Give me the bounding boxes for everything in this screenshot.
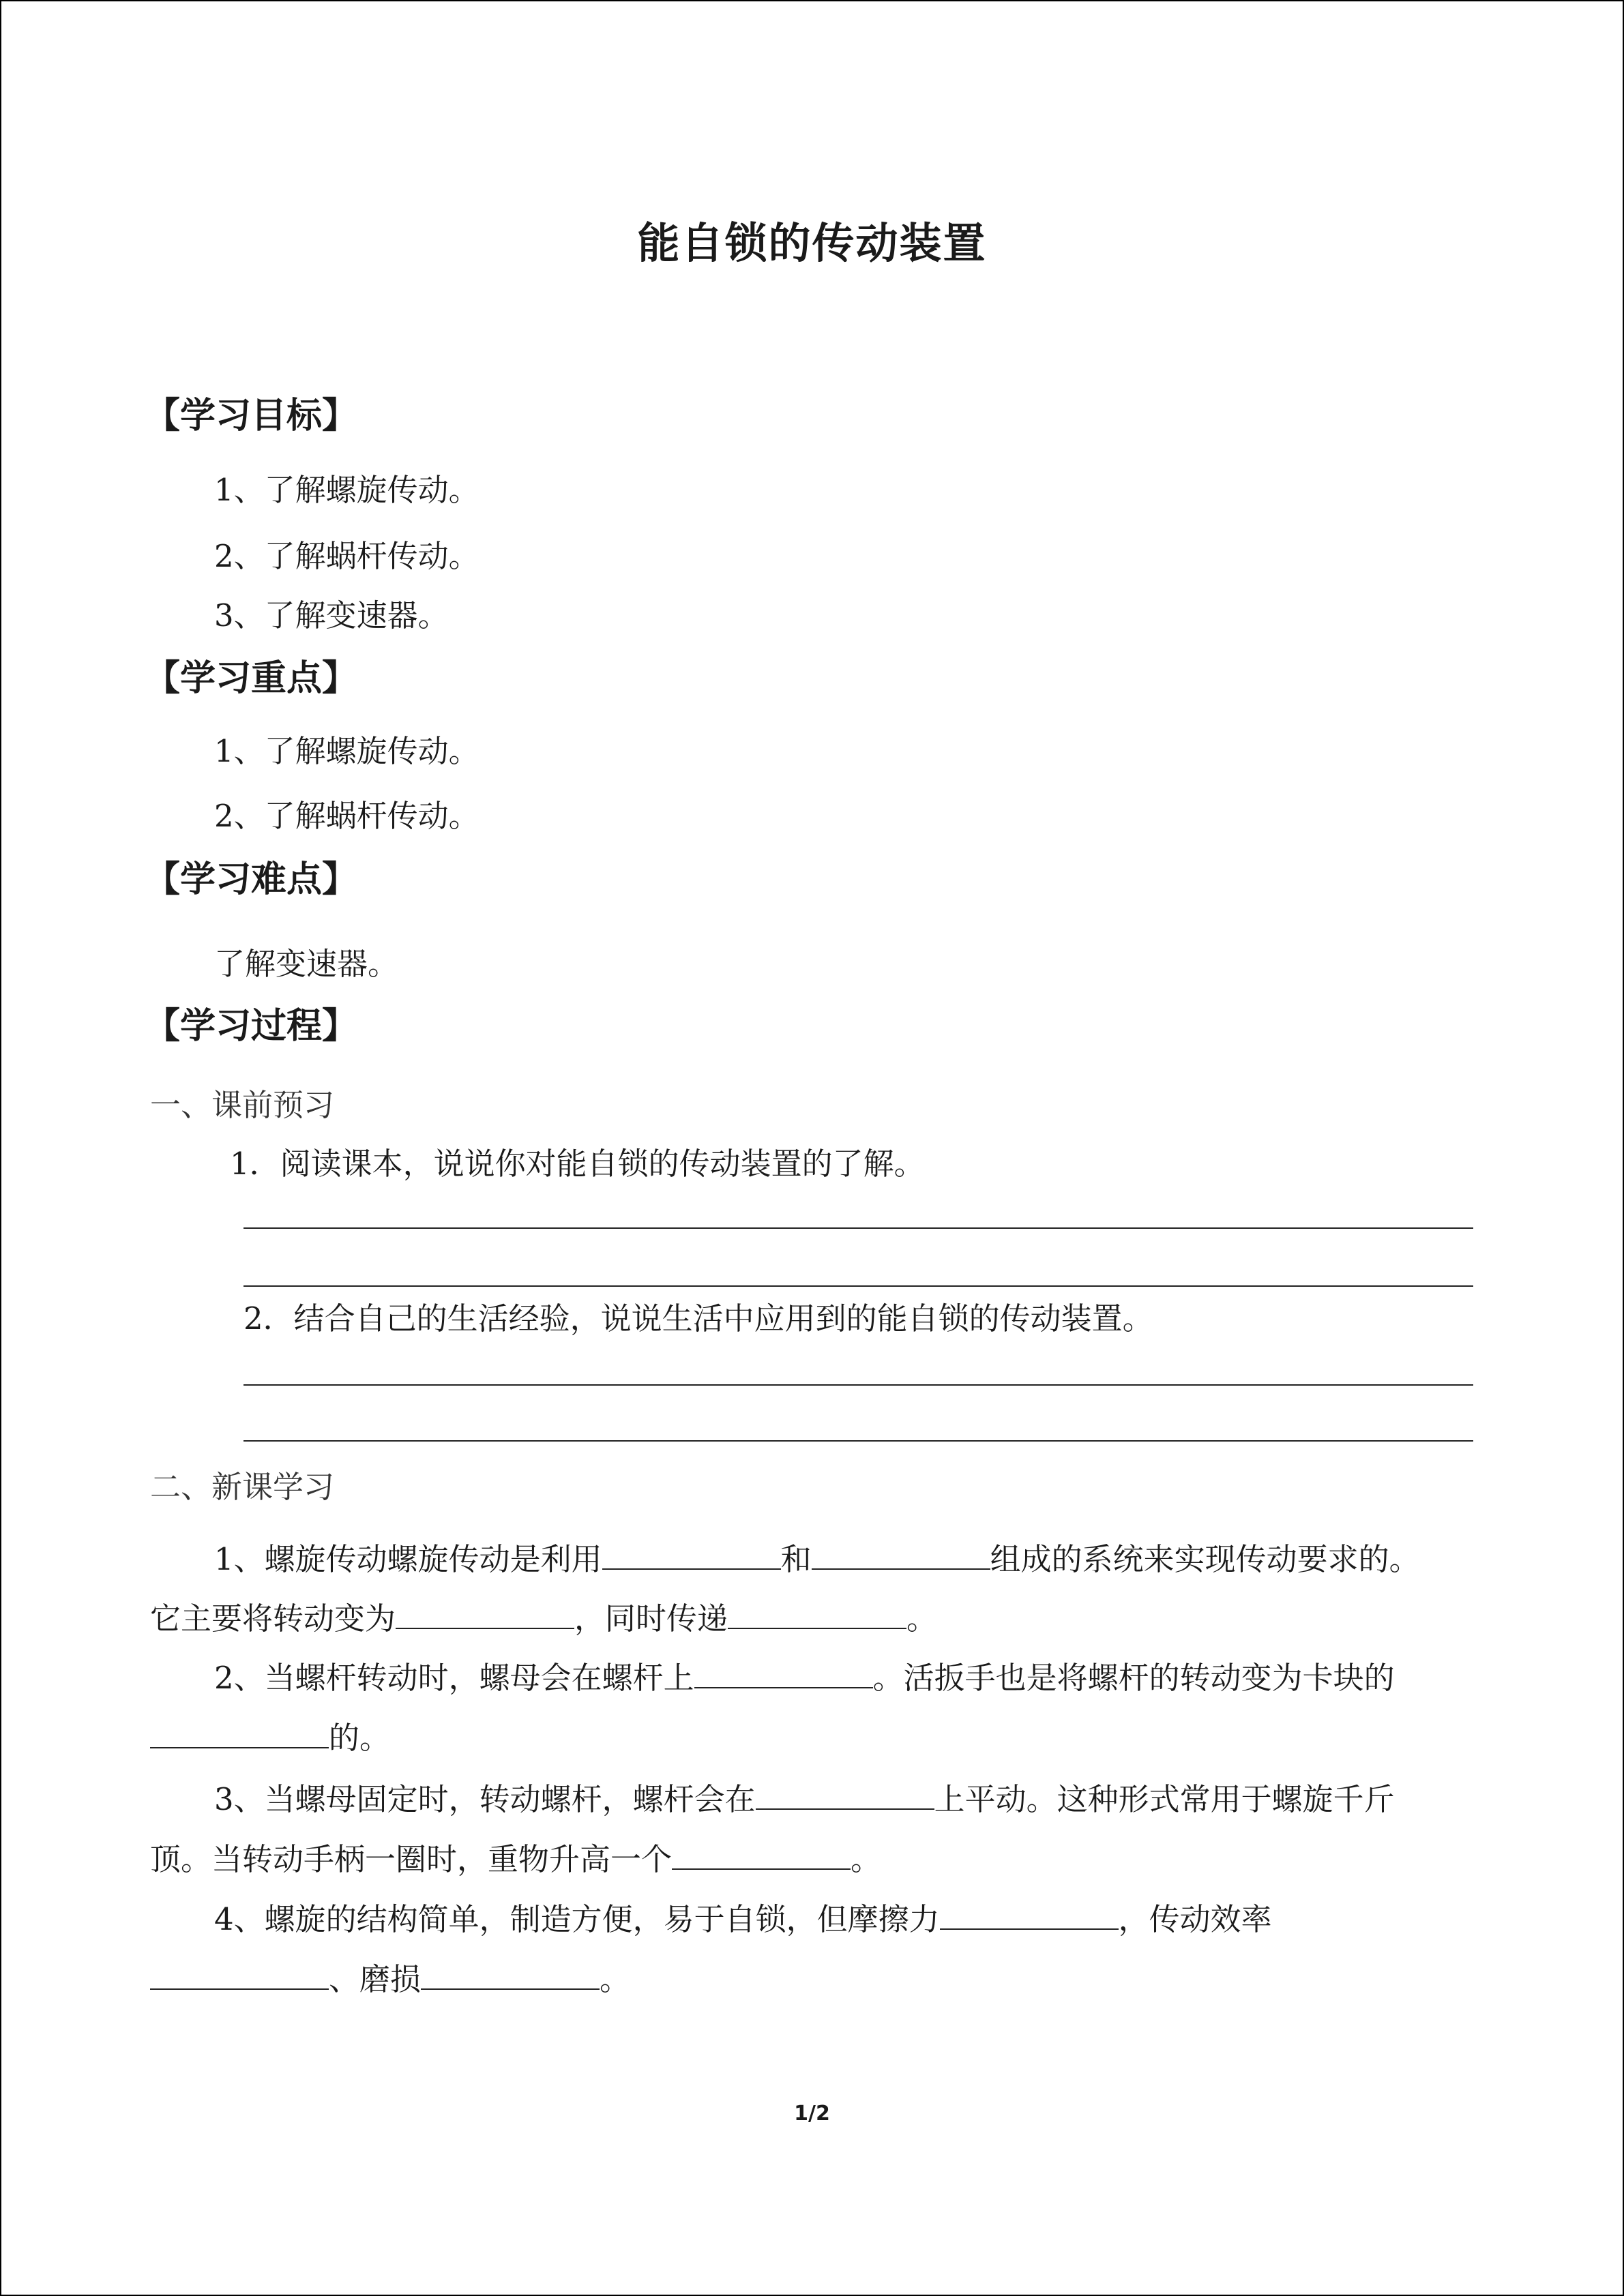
key-point-item-2: 2、了解蜗杆传动。 <box>214 798 479 834</box>
page-number: 1/2 <box>794 2102 830 2126</box>
goal-item-3: 3、了解变速器。 <box>214 597 449 633</box>
fill-blank[interactable] <box>694 1657 873 1688</box>
answer-line[interactable] <box>243 1285 1473 1287</box>
goal-item-1: 1、了解螺旋传动。 <box>214 472 479 508</box>
new-lesson-heading: 二、新课学习 <box>150 1469 335 1505</box>
lesson-paragraph-3-line-1: 3、当螺母固定时，转动螺杆，螺杆会在 上平动。这种形式常用于螺旋千斤 <box>214 1774 1395 1819</box>
lesson-paragraph-2-line-1: 2、当螺杆转动时，螺母会在螺杆上 。活扳手也是将螺杆的转动变为卡块的 <box>214 1653 1395 1697</box>
difficulties-heading: 【学习难点】 <box>145 859 358 900</box>
fill-blank[interactable] <box>728 1598 906 1629</box>
page-title: 能自锁的传动装置 <box>637 218 987 268</box>
lesson-paragraph-1-line-2: 它主要将转动变为 ，同时传递 。 <box>150 1594 937 1638</box>
fill-blank[interactable] <box>672 1838 851 1870</box>
lesson-paragraph-1-line-1: 1、螺旋传动螺旋传动是利用 和 组成的系统来实现传动要求的。 <box>214 1534 1420 1579</box>
difficulty-text: 了解变速器。 <box>214 946 399 982</box>
fill-blank[interactable] <box>602 1538 781 1570</box>
lesson-paragraph-3-line-2: 顶。当转动手柄一圈时，重物升高一个 。 <box>150 1834 881 1879</box>
answer-line[interactable] <box>243 1440 1473 1442</box>
preview-question-1: 1．阅读课本，说说你对能自锁的传动装置的了解。 <box>230 1146 925 1182</box>
fill-blank[interactable] <box>150 1717 329 1748</box>
answer-line[interactable] <box>243 1227 1473 1229</box>
fill-blank[interactable] <box>150 1958 329 1990</box>
fill-blank[interactable] <box>396 1598 574 1629</box>
lesson-paragraph-4-line-2: 、磨损 。 <box>150 1954 630 1999</box>
process-heading: 【学习过程】 <box>145 1006 358 1047</box>
lesson-paragraph-2-line-2: 的。 <box>150 1713 390 1757</box>
preview-heading: 一、课前预习 <box>150 1087 335 1123</box>
goal-item-2: 2、了解蜗杆传动。 <box>214 538 479 574</box>
goals-heading: 【学习目标】 <box>145 396 358 436</box>
answer-line[interactable] <box>243 1384 1473 1386</box>
key-point-item-1: 1、了解螺旋传动。 <box>214 733 479 769</box>
fill-blank[interactable] <box>756 1778 934 1810</box>
fill-blank[interactable] <box>812 1538 990 1570</box>
fill-blank[interactable] <box>421 1958 600 1990</box>
lesson-paragraph-4-line-1: 4、螺旋的结构简单，制造方便，易于自锁，但摩擦力 ，传动效率 <box>214 1894 1272 1939</box>
preview-question-2: 2．结合自己的生活经验，说说生活中应用到的能自锁的传动装置。 <box>243 1300 1153 1337</box>
key-points-heading: 【学习重点】 <box>145 658 358 699</box>
fill-blank[interactable] <box>940 1898 1119 1930</box>
